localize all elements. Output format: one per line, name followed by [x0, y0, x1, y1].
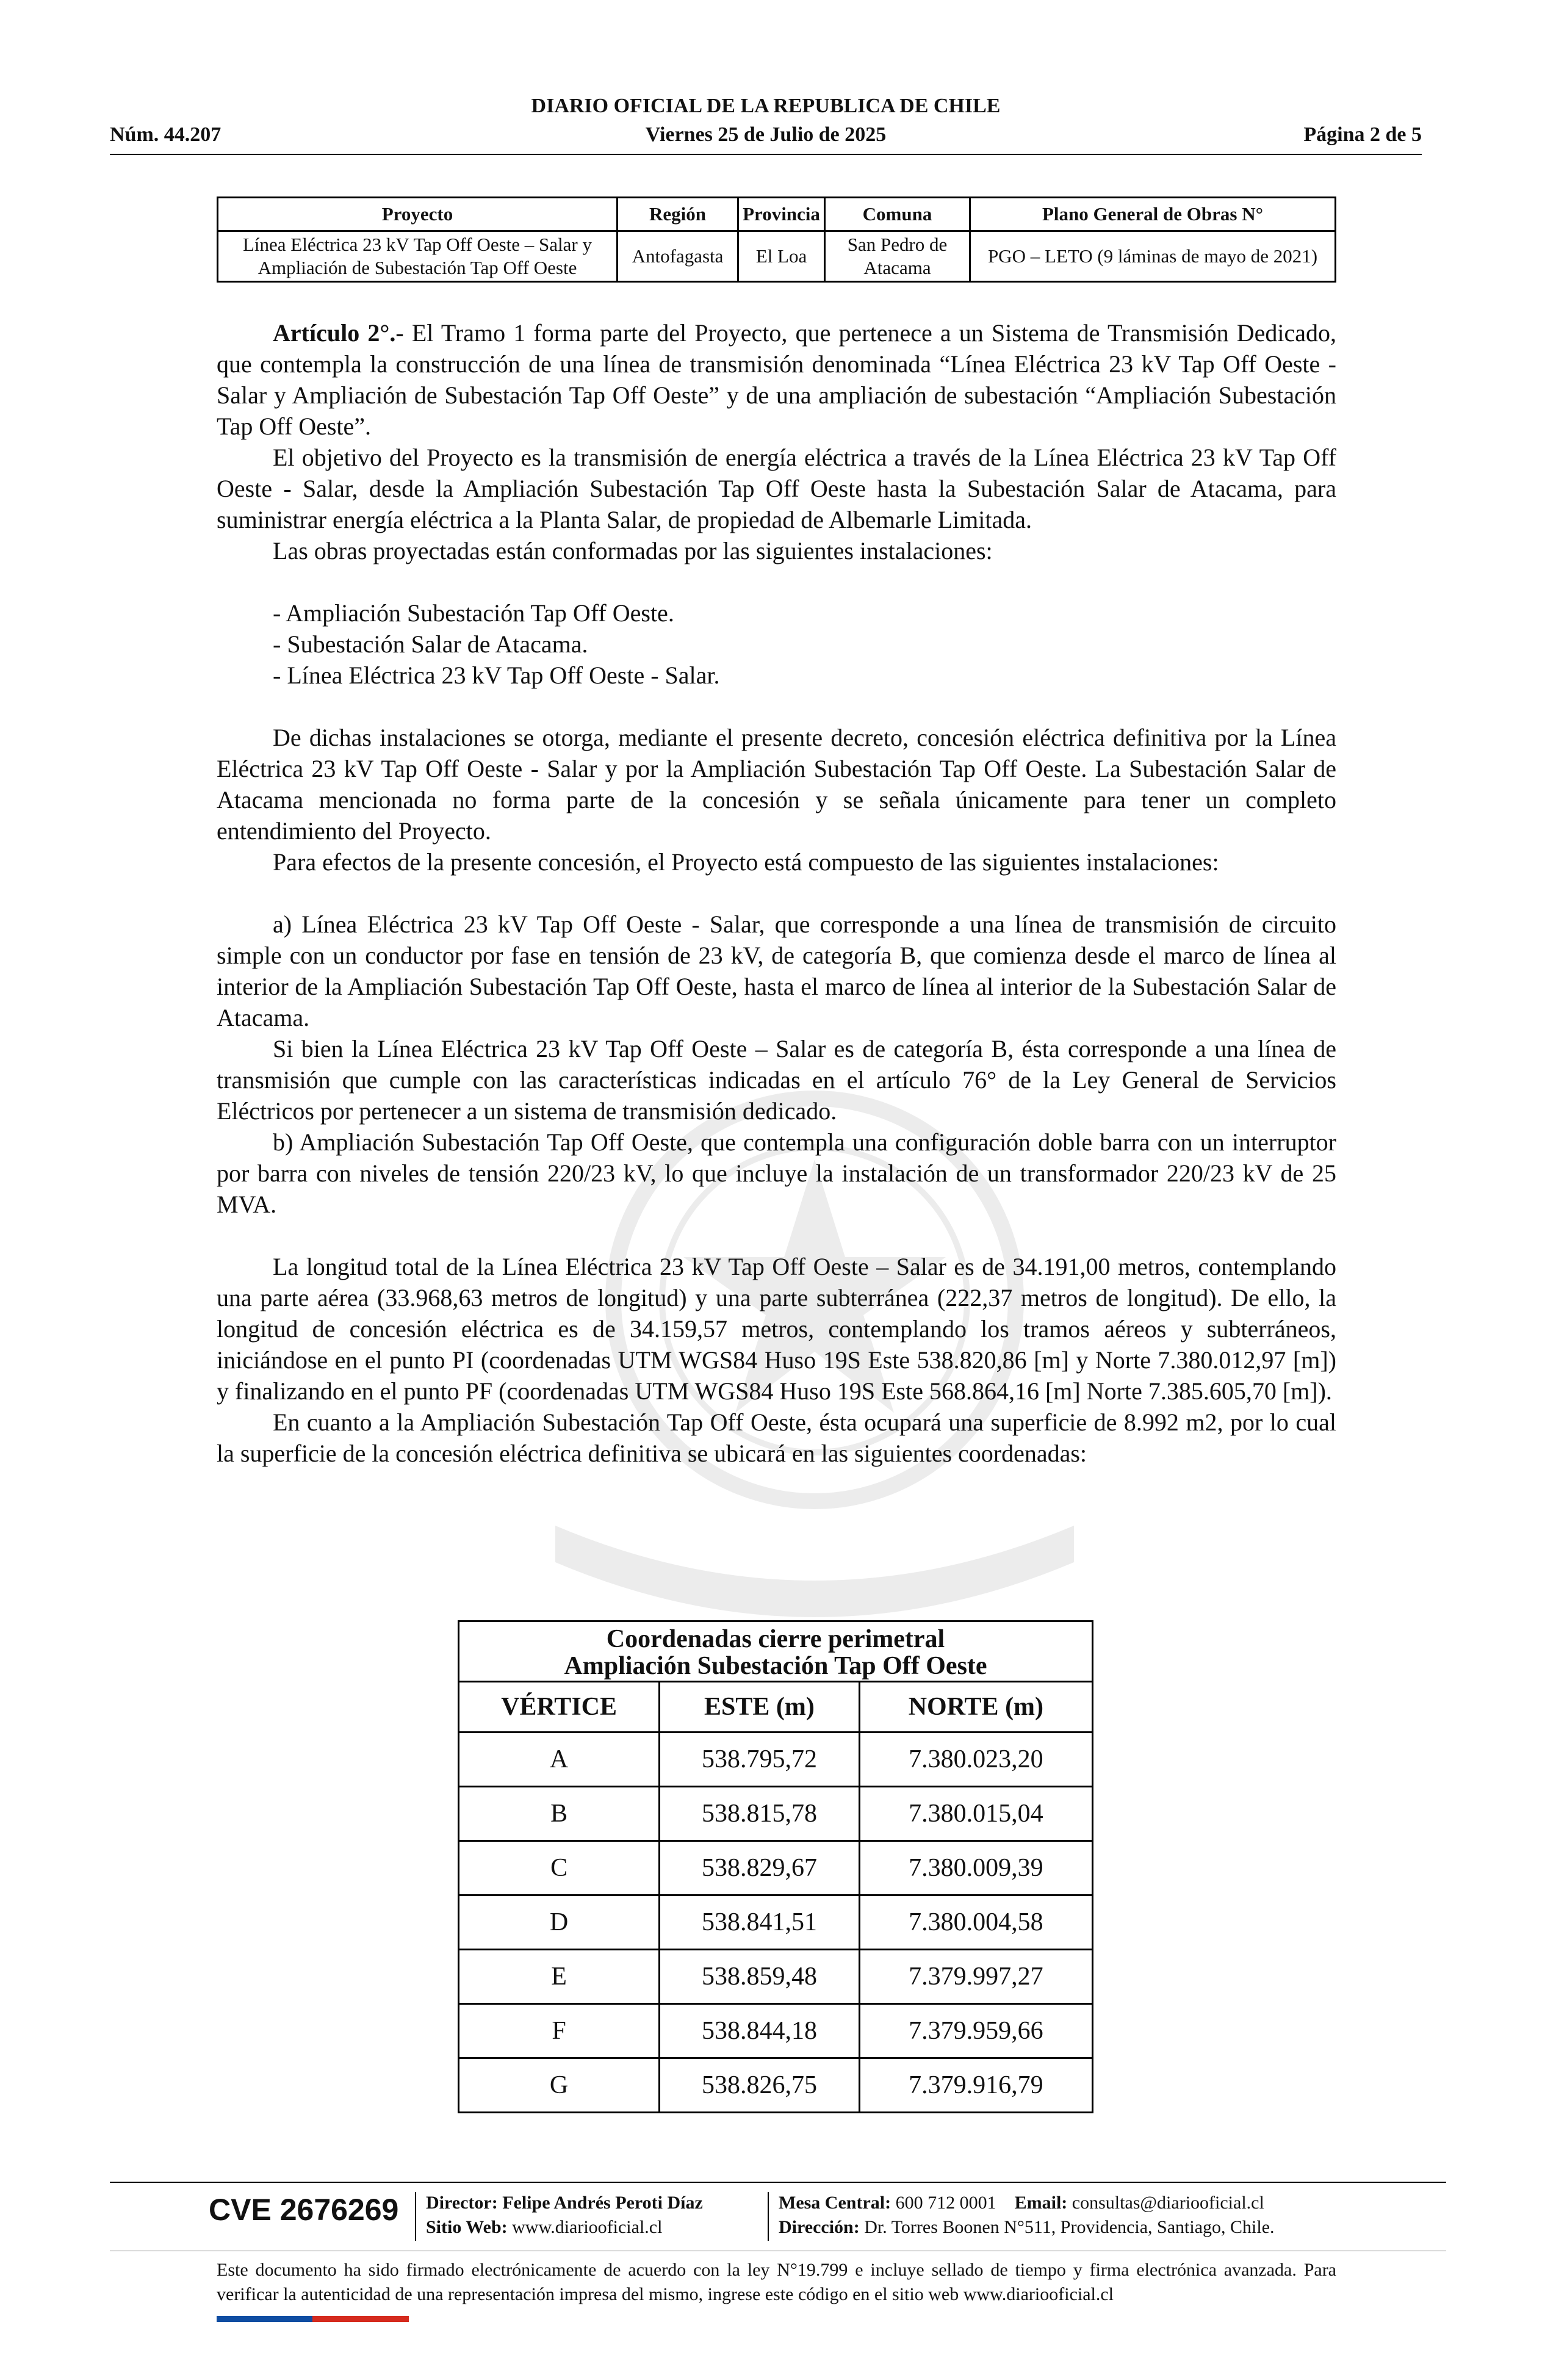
paragraph: Las obras proyectadas están conformadas por las siguientes instalaciones: [273, 537, 993, 564]
table-row [459, 1950, 1093, 2004]
page-number: Página 2 de 5 [1303, 123, 1422, 146]
cell-este: 538.826,75 [660, 2058, 860, 2113]
col-header-proyecto: Proyecto [218, 198, 618, 231]
cell-norte: 7.379.959,66 [859, 2004, 1092, 2058]
cell-provincia: El Loa [738, 231, 825, 282]
cell-plano: PGO – LETO (9 láminas de mayo de 2021) [970, 231, 1336, 282]
table-row [459, 2058, 1093, 2113]
col-header-norte: NORTE (m) [859, 1682, 1092, 1733]
paragraph: Si bien la Línea Eléctrica 23 kV Tap Off Oeste – Salar es de categoría B, ésta corresponde a una línea de transmisión que cumple con las características indicadas en el artículo 76° de la Ley General de Servicios Eléctricos por pertenecer a un sistema de transmisión dedicado. [217, 1035, 1336, 1125]
footer-separator [415, 2192, 416, 2241]
cell-vertice: G [459, 2058, 660, 2113]
cell-norte: 7.379.997,27 [859, 1950, 1092, 2004]
col-header-vertice: VÉRTICE [459, 1682, 660, 1733]
coordinates-table [458, 1620, 1093, 2113]
cve-code: CVE 2676269 [209, 2193, 399, 2227]
cell-norte: 7.380.023,20 [859, 1733, 1092, 1787]
cell-region: Antofagasta [618, 231, 738, 282]
site-link[interactable]: www.diariooficial.cl [512, 2217, 663, 2237]
issue-number: Núm. 44.207 [110, 123, 222, 146]
page-header [110, 95, 1422, 156]
cell-comuna: San Pedro de Atacama [825, 231, 970, 282]
table-row [459, 1895, 1093, 1950]
article-body [217, 317, 1336, 1469]
project-table [217, 197, 1336, 283]
signature-disclaimer: Este documento ha sido firmado electrónicamente de acuerdo con la ley N°19.799 e incluye sellado de tiempo y firma electrónica avanzada. Para verificar la autenticidad de una representación impresa del mismo, ingrese este código en el sitio web www.diariooficial.cl [217, 2260, 1336, 2304]
list-item: - Subestación Salar de Atacama. [273, 630, 588, 658]
cell-norte: 7.380.004,58 [859, 1895, 1092, 1950]
coordinates-header [459, 1682, 1093, 1733]
phone-number: 600 712 0001 [895, 2193, 996, 2213]
newspaper-title: DIARIO OFICIAL DE LA REPUBLICA DE CHILE [531, 95, 1001, 117]
footer-separator [768, 2192, 769, 2241]
flag-blue-segment [217, 2316, 312, 2322]
paragraph: El objetivo del Proyecto es la transmisión de energía eléctrica a través de la Línea Eléctrica 23 kV Tap Off Oeste - Salar, desde la Ampliación Subestación Tap Off Oeste hasta la Subestación Salar de Atacama, para suministrar energía eléctrica a la Planta Salar, de propiedad de Albemarle Limitada. [217, 444, 1336, 533]
paragraph: En cuanto a la Ampliación Subestación Tap Off Oeste, ésta ocupará una superficie de 8.992 m2, por lo cual la superficie de la concesión eléctrica definitiva se ubicará en las siguientes coordenadas: [217, 1408, 1336, 1467]
paragraph: b) Ampliación Subestación Tap Off Oeste, que contempla una configuración doble barra con un interruptor por barra con niveles de tensión 220/23 kV, lo que incluye la instalación de un transformador 220/23 kV de 25 MVA. [217, 1128, 1336, 1218]
director-name: Felipe Andrés Peroti Díaz [502, 2193, 703, 2213]
footer-director-block: Director: Felipe Andrés Peroti Díaz Sitio Web: www.diariooficial.cl [426, 2193, 703, 2237]
list-item: - Ampliación Subestación Tap Off Oeste. [273, 599, 674, 627]
list-item: - Línea Eléctrica 23 kV Tap Off Oeste - Salar. [273, 662, 720, 689]
cell-este: 538.795,72 [660, 1733, 860, 1787]
footer-divider [110, 2182, 1446, 2183]
table-row [218, 231, 1336, 282]
project-table-header [218, 198, 1336, 231]
cell-proyecto: Línea Eléctrica 23 kV Tap Off Oeste – Salar y Ampliación de Subestación Tap Off Oeste [218, 231, 618, 282]
cell-este: 538.815,78 [660, 1787, 860, 1841]
col-header-comuna: Comuna [825, 198, 970, 231]
col-header-este: ESTE (m) [660, 1682, 860, 1733]
cell-vertice: A [459, 1733, 660, 1787]
footer-contact-block: Mesa Central: 600 712 0001 Email: consultas@diariooficial.cl Dirección: Dr. Torres Boonen N°511, Providencia, Santiago, Chile. [779, 2193, 1275, 2237]
article-label: Artículo 2°.- [273, 319, 404, 347]
coordinates-caption: Coordenadas cierre perimetral Ampliación Subestación Tap Off Oeste [459, 1621, 1093, 1682]
cell-norte: 7.380.009,39 [859, 1841, 1092, 1895]
cell-vertice: C [459, 1841, 660, 1895]
flag-red-segment [312, 2316, 409, 2322]
paragraph: Artículo 2°.- El Tramo 1 forma parte del Proyecto, que pertenece a un Sistema de Transmisión Dedicado, que contempla la construcción de una línea de transmisión denominada “Línea Eléctrica 23 kV Tap Off Oeste - Salar y Ampliación de Subestación Tap Off Oeste” y de una ampliación de subestación “Ampliación Subestación Tap Off Oeste”. [217, 319, 1337, 440]
col-header-provincia: Provincia [738, 198, 825, 231]
cell-vertice: E [459, 1950, 660, 2004]
header-divider [110, 154, 1422, 155]
table-row [459, 1733, 1093, 1787]
paragraph: a) Línea Eléctrica 23 kV Tap Off Oeste - Salar, que corresponde a una línea de transmisión de circuito simple con un conductor por fase en tensión de 23 kV, de categoría B, que comienza desde el marco de línea al interior de la Ampliación Subestación Tap Off Oeste, hasta el marco de línea al interior de la Subestación Salar de Atacama. [217, 911, 1336, 1031]
col-header-plano: Plano General de Obras N° [970, 198, 1336, 231]
paragraph: De dichas instalaciones se otorga, mediante el presente decreto, concesión eléctrica definitiva por la Línea Eléctrica 23 kV Tap Off Oeste - Salar y por la Ampliación Subestación Tap Off Oeste. La Subestación Salar de Atacama mencionada no forma parte de la concesión y se señala únicamente para tener un completo entendimiento del Proyecto. [217, 724, 1336, 845]
email-link[interactable]: consultas@diariooficial.cl [1072, 2193, 1264, 2213]
paragraph: La longitud total de la Línea Eléctrica 23 kV Tap Off Oeste – Salar es de 34.191,00 metros, contemplando una parte aérea (33.968,63 metros de longitud) y una parte subterránea (222,37 metros de longitud). De ello, la longitud de concesión eléctrica es de 34.159,57 metros, contemplando los tramos aéreos y subterráneos, iniciándose en el punto PI (coordenadas UTM WGS84 Huso 19S Este 538.820,86 [m] y Norte 7.380.012,97 [m]) y finalizando en el punto PF (coordenadas UTM WGS84 Huso 19S Este 568.864,16 [m] Norte 7.385.605,70 [m]). [217, 1253, 1336, 1405]
col-header-region: Región [618, 198, 738, 231]
cell-vertice: F [459, 2004, 660, 2058]
table-row [459, 2004, 1093, 2058]
table-row [459, 1787, 1093, 1841]
cell-norte: 7.380.015,04 [859, 1787, 1092, 1841]
table-row [459, 1841, 1093, 1895]
cell-este: 538.829,67 [660, 1841, 860, 1895]
cell-vertice: D [459, 1895, 660, 1950]
cell-este: 538.859,48 [660, 1950, 860, 2004]
cell-norte: 7.379.916,79 [859, 2058, 1092, 2113]
issue-date: Viernes 25 de Julio de 2025 [645, 123, 887, 146]
paragraph: Para efectos de la presente concesión, el Proyecto está compuesto de las siguientes instalaciones: [273, 848, 1219, 876]
flag-stripe [217, 2316, 409, 2322]
cell-vertice: B [459, 1787, 660, 1841]
cell-este: 538.841,51 [660, 1895, 860, 1950]
address: Dr. Torres Boonen N°511, Providencia, Santiago, Chile. [864, 2217, 1275, 2237]
cell-este: 538.844,18 [660, 2004, 860, 2058]
